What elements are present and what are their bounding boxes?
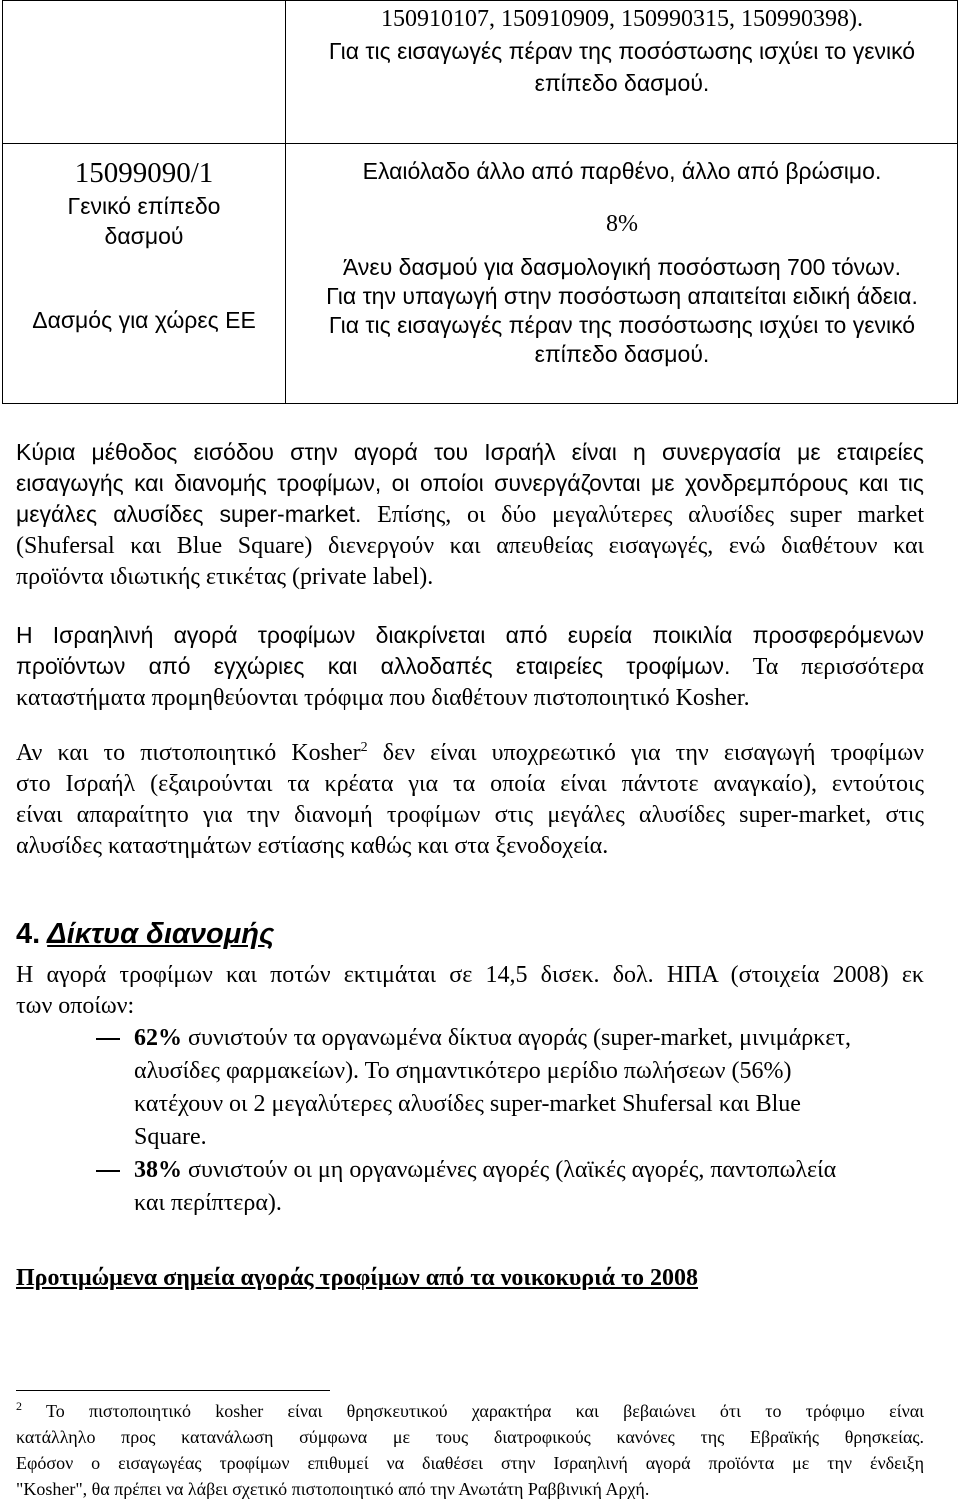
percentage: 62% [134, 1025, 182, 1051]
text-line: (Shufersal και Blue Square) διενεργούν και απευθείας εισαγωγές, ενώ διαθέτουν και [16, 533, 924, 559]
text-line: και περίπτερα). [134, 1190, 282, 1216]
text-line: προϊόντα ιδιωτικής ετικέτας (private label). [16, 564, 434, 590]
text-run: προϊόντων από εγχώριες και αλλοδαπές εταιρείες τροφίμων. [16, 653, 731, 679]
text-line [134, 1154, 924, 1187]
paragraph-market-entry [16, 437, 924, 593]
eu-duty-line: επίπεδο δασμού. [534, 341, 710, 367]
eu-duty-line: Για τις εισαγωγές πέραν της ποσόστωσης ισχύει το γενικό [328, 312, 916, 338]
general-duty-label: δασμού [104, 223, 184, 249]
tariff-table [2, 0, 958, 404]
text-line: είναι απαραίτητο για την διανομή τροφίμων στις μεγάλες αλυσίδες super-market, στις [16, 802, 924, 828]
text-line [16, 651, 924, 683]
general-duty-label: Γενικό επίπεδο [67, 193, 221, 219]
tariff-code: 15099090/1 [74, 157, 214, 189]
dash-bullet-icon [96, 1038, 120, 1040]
text-line [134, 1022, 924, 1055]
quota-note-line: επίπεδο δασμού. [534, 70, 710, 96]
text-line: εισαγωγής και διανομής τροφίμων, οι οποίοι συνεργάζονται με χονδρεμπόρους και τις [16, 470, 924, 496]
text-run: μεγάλες αλυσίδες super-market. [16, 501, 362, 527]
list-item [16, 1154, 924, 1220]
text-line: Square. [134, 1124, 207, 1150]
text-line [16, 499, 924, 531]
table-row-divider [3, 143, 958, 144]
eu-duty-line: Για την υπαγωγή στην ποσόστωση απαιτείται ειδική άδεια. [326, 283, 918, 309]
table-top-right-cell [286, 3, 958, 99]
quota-note-line: Για τις εισαγωγές πέραν της ποσόστωσης ισχύει το γενικό [328, 38, 916, 64]
text-run: συνιστούν οι μη οργανωμένες αγορές (λαϊκές αγορές, παντοπωλεία [182, 1157, 837, 1183]
text-line: Κύρια μέθοδος εισόδου στην αγορά του Ισραήλ είναι η συνεργασία με εταιρείες [16, 439, 924, 465]
text-line [16, 738, 924, 769]
text-run: Το πιστοποιητικό kosher είναι θρησκευτικού χαρακτήρα και βεβαιώνει ότι το τρόφιμο είναι [22, 1401, 924, 1421]
text-run: Τα περισσότερα [730, 654, 924, 680]
text-line: Εφόσον ο εισαγωγέας τροφίμων επιθυμεί να διαθέσει στην Ισραηλινή αγορά προϊόντα με την ένδειξη [16, 1453, 924, 1473]
text-line: καταστήματα προμηθεύονται τρόφιμα που διαθέτουν πιστοποιητικό Kosher. [16, 685, 750, 711]
section-heading [16, 916, 274, 952]
footnote-reference[interactable]: 2 [360, 740, 368, 755]
percentage: 38% [134, 1157, 182, 1183]
text-line: αλυσίδες καταστημάτων εστίασης καθώς και στα ξενοδοχεία. [16, 833, 609, 859]
subheading: Προτιμώμενα σημεία αγοράς τροφίμων από τα νοικοκυριά το 2008 [16, 1265, 699, 1291]
list-item [16, 1022, 924, 1154]
text-line: Η Ισραηλινή αγορά τροφίμων διακρίνεται από ευρεία ποικιλία προσφερόμενων [16, 622, 924, 648]
product-description: Ελαιόλαδο άλλο από παρθένο, άλλο από βρώσιμο. [362, 158, 882, 184]
text-line: αλυσίδες φαρμακείων). Το σημαντικότερο μερίδιο πωλήσεων (56%) [134, 1058, 792, 1084]
section-title: Δίκτυα διανομής [47, 918, 275, 950]
paragraph-kosher [16, 738, 924, 862]
eu-duty-line: Άνευ δασμού για δασμολογική ποσόστωση 700 τόνων. [343, 254, 901, 280]
text-line: των οποίων: [16, 993, 135, 1019]
dash-bullet-icon [96, 1170, 120, 1172]
text-line: κατέχουν οι 2 μεγαλύτερες αλυσίδες super-market Shufersal και Blue [134, 1091, 801, 1117]
text-line: Η αγορά τροφίμων και ποτών εκτιμάται σε 14,5 δισεκ. δολ. ΗΠΑ (στοιχεία 2008) εκ [16, 962, 924, 988]
text-line [16, 1398, 924, 1424]
tariff-codes: 150910107, 150910909, 150990315, 150990398). [381, 6, 863, 32]
text-line: "Kosher", θα πρέπει να λάβει σχετικό πιστοποιητικό από την Ανωτάτη Ραββινική Αρχή. [16, 1479, 650, 1499]
text-run: δεν είναι υποχρεωτικό για την εισαγωγή τροφίμων [367, 740, 924, 766]
paragraph-market-size [16, 960, 924, 1022]
text-run: Αν και το πιστοποιητικό Kosher [16, 740, 361, 766]
table-left-cell [3, 155, 285, 335]
text-line: στο Ισραήλ (εξαιρούνται τα κρέατα για τα οποία είναι πάντοτε αναγκαίο), εντούτοις [16, 771, 924, 797]
duty-rate: 8% [606, 211, 638, 237]
text-run: συνιστούν τα οργανωμένα δίκτυα αγοράς (super-market, μινιμάρκετ, [182, 1025, 852, 1051]
footnote [16, 1398, 924, 1502]
paragraph-market-overview [16, 620, 924, 714]
eu-duty-label: Δασμός για χώρες ΕΕ [32, 307, 256, 333]
footnote-number: 2 [16, 1399, 22, 1413]
text-line: κατάλληλο προς κατανάλωση σύμφωνα με τους διατροφικούς κανόνες της Εβραϊκής θρησκείας. [16, 1427, 924, 1447]
footnote-separator [16, 1390, 330, 1391]
distribution-list [16, 1022, 924, 1220]
text-run: Επίσης, οι δύο μεγαλύτερες αλυσίδες super market [361, 502, 924, 528]
eu-duty-text [286, 253, 958, 369]
section-number: 4. [16, 918, 41, 950]
